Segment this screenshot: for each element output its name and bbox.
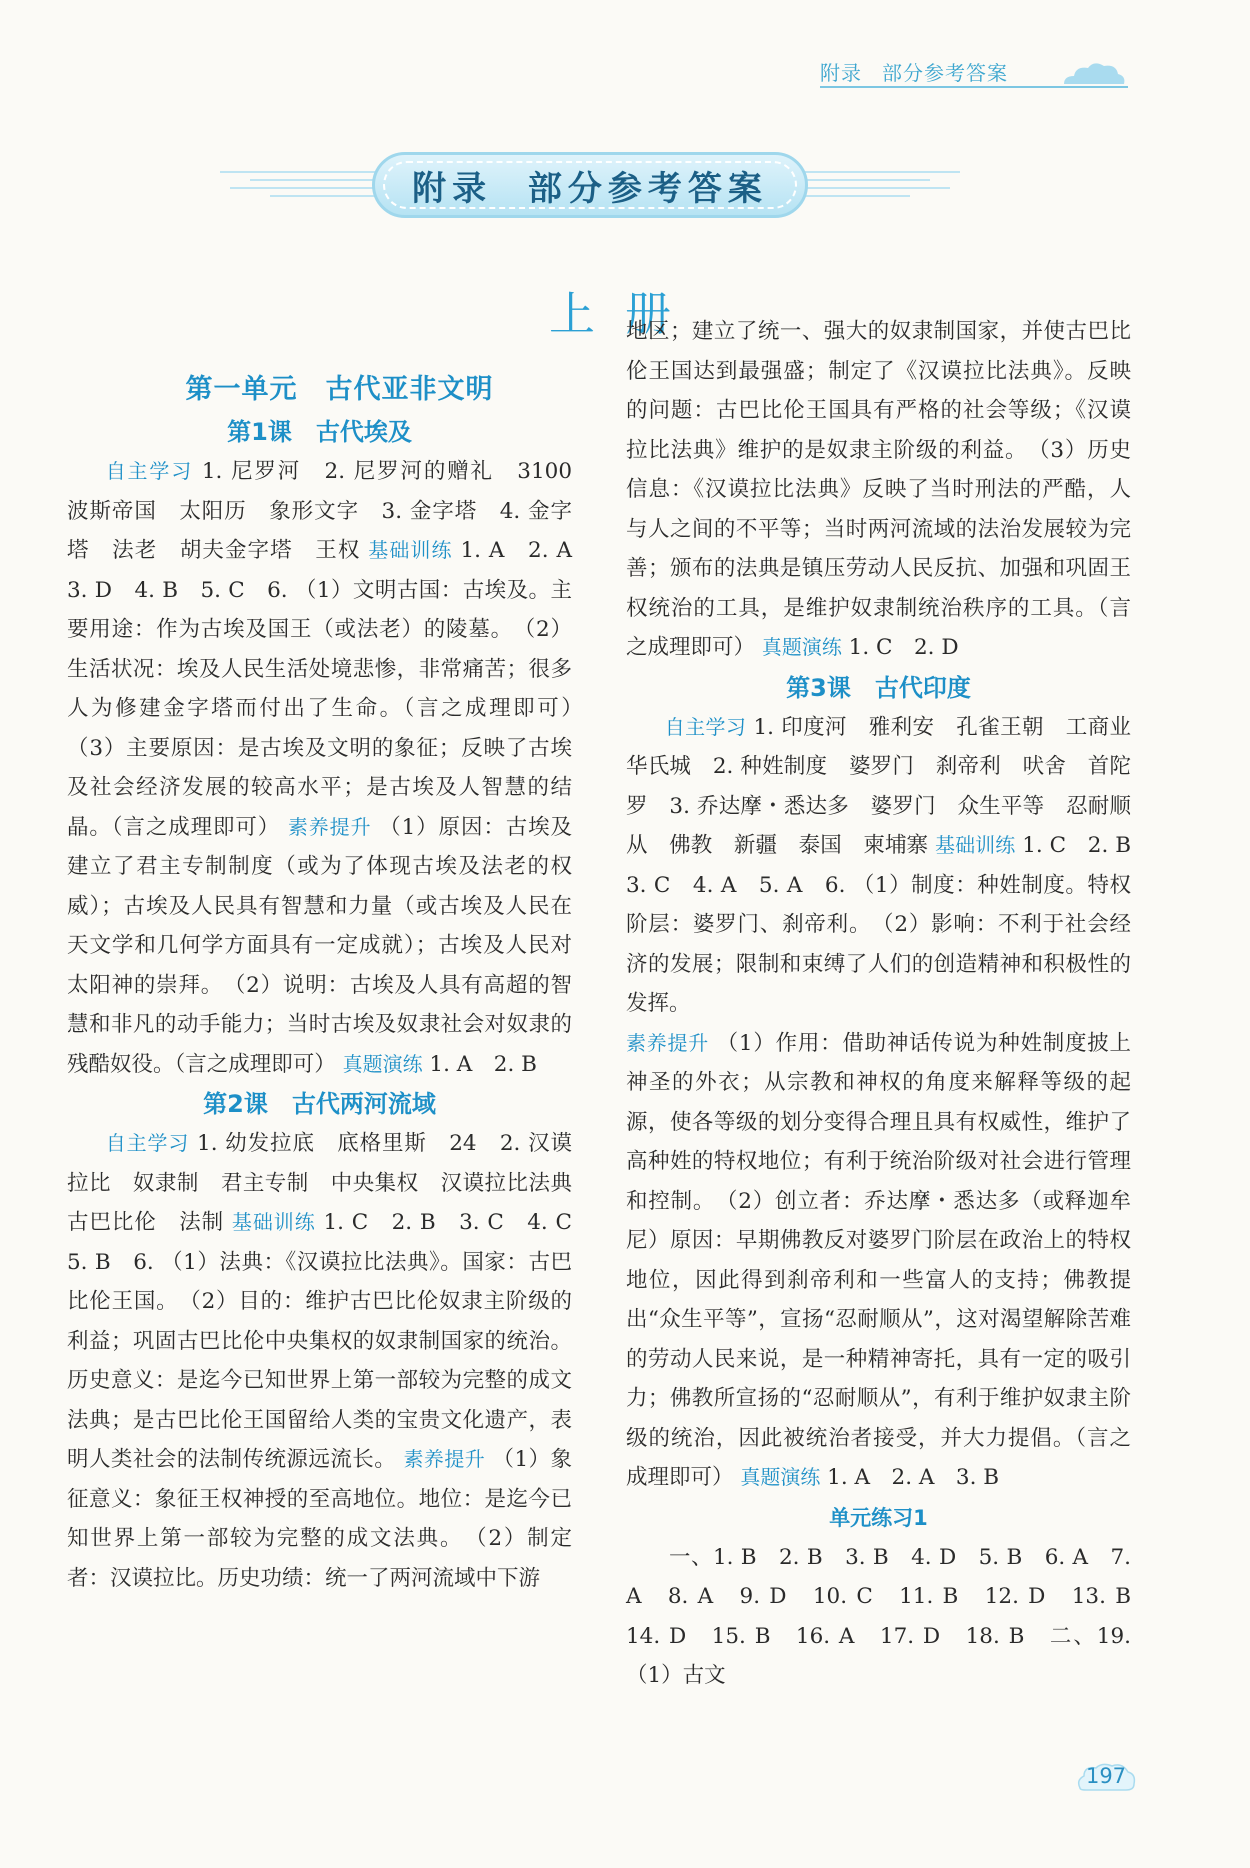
answer-text: 1. 尼罗河 2. 尼罗河的赠礼 3100 波斯帝国 太阳历 象形文字 3. 金字塔 4. 金字塔 法老 胡夫金字塔 王权: [67, 459, 594, 563]
answer-text: 1. C 2. D: [841, 635, 959, 660]
lesson-title: 第1课 古代埃及: [227, 418, 412, 446]
section-tag: 自主学习: [105, 1131, 190, 1155]
answer-text: 1. A 2. B: [422, 1051, 537, 1077]
cloud-icon: [1060, 58, 1128, 88]
header-rule: [820, 86, 1128, 88]
section-tag: 真题演练: [342, 1051, 423, 1076]
unit-exercise-title: 单元练习1: [829, 1505, 928, 1530]
volume-title: 上册: [549, 287, 701, 341]
lesson-answers: [626, 708, 1153, 1024]
lesson-answers: [626, 312, 1131, 668]
section-tag: 素养提升: [626, 1030, 710, 1055]
appendix-banner: [210, 148, 970, 222]
lesson-answers: [67, 1124, 594, 1598]
unit-title: 第一单元 古代亚非文明: [185, 374, 494, 405]
answer-text: （1）象征意义：象征王权神授的至高地位。地位：是迄今已知世界上第一部较为完整的成文法典。 （2）制定者：汉谟拉比。历史功绩：统一了两河流域中下游: [67, 1447, 573, 1591]
left-column: [67, 368, 594, 1598]
answer-text: 1. 幼发拉底 底格里斯 24 2. 汉谟拉比 奴隶制 君主专制 中央集权 汉谟拉比法典 古巴比伦 法制: [67, 1131, 594, 1235]
lesson-answers: [67, 452, 594, 1084]
unit-exercise-answers: 一、1. B 2. B 3. B 4. D 5. B 6. A 7. A 8. A 9. D 10. C 11. B 12. D 13. B 14. D 15. B 16. A 17. D 18. B 二、19. （1）古文: [626, 1544, 1153, 1688]
section-tag: 基础训练: [368, 538, 453, 562]
answer-text: （1）作用：借助神话传说为种姓制度披上神圣的外衣；从宗教和神权的角度来解释等级的起源，使各等级的划分变得合理且具有权威性，维护了高种姓的特权地位；有利于统治阶级对社会进行管理和控制。 （2）创立者：乔达摩・悉达多（或释迦牟尼）原因：早期佛教反对婆罗门阶层在政治上的特权地位，因此得到刹帝利和一些富人的支持；佛教提出“众生平等”，宣扬“忍耐顺从”，这对渴望解除苦难的劳动人民来说，是一种精神寄托，具有一定的吸引力；佛教所宣扬的“忍耐顺从”，有利于维护奴隶主阶级的统治，因此被统治者接受，并大力提倡。（言之成理即可）: [626, 1030, 1132, 1490]
lesson-title: 第2课 古代两河流域: [203, 1090, 436, 1118]
lesson-title: 第3课 古代印度: [786, 673, 971, 702]
answer-text: 地区；建立了统一、强大的奴隶制国家，并使古巴比伦王国达到最强盛；制定了《汉谟拉比法典》。反映的问题：古巴比伦王国具有严格的社会等级；《汉谟拉比法典》维护的是奴隶主阶级的利益。 （3）历史信息：《汉谟拉比法典》反映了当时刑法的严酷，人与人之间的不平等；当时两河流域的法治发展较为完善；颁布的法典是镇压劳动人民反抗、加强和巩固王权统治的工具，是维护奴隶制统治秩序的工具。（言之成理即可）: [626, 319, 1131, 660]
answer-text: 1. A 2. A 3. D 4. B 5. C 6. （1）文明古国：古埃及。主要用途：作为古埃及国王（或法老）的陵墓。 （2）生活状况：埃及人民生活处境悲惨，非常痛苦；很多人为修建金字塔而付出了生命。（言之成理即可） （3）主要原因：是古埃及文明的象征；反映了古埃及社会经济发展的较高水平；是古埃及人智慧的结晶。（言之成理即可）: [67, 538, 594, 840]
running-header-section: 附录: [820, 60, 862, 85]
right-column: [626, 312, 1153, 1696]
lesson-answers: [626, 1024, 1131, 1498]
section-tag: 自主学习: [105, 459, 194, 483]
section-tag: 基础训练: [935, 833, 1016, 857]
answer-text: 1. C 2. B 3. C 4. A 5. A 6. （1）制度：种姓制度。特权阶层：婆罗门、刹帝利。 （2）影响：不利于社会经济的发展；限制和束缚了人们的创造精神和积极性的发挥。: [626, 833, 1153, 1016]
answer-text: 1. C 2. B 3. C 4. C 5. B 6. （1）法典：《汉谟拉比法典》。国家：古巴比伦王国。 （2）目的：维护古巴比伦奴隶主阶级的利益；巩固古巴比伦中央集权的奴隶制国家的统治。历史意义：是迄今已知世界上第一部较为完整的成文法典；是古巴比伦王国留给人类的宝贵文化遗产，表明人类社会的法制传统源远流长。: [67, 1210, 594, 1472]
section-tag: 真题演练: [761, 635, 842, 659]
section-tag: 真题演练: [740, 1465, 821, 1489]
running-header-subtitle: 部分参考答案: [882, 60, 1008, 85]
section-tag: 素养提升: [287, 814, 372, 839]
section-tag: 自主学习: [664, 714, 747, 739]
answer-text: 1. 印度河 雅利安 孔雀王朝 工商业 华氏城 2. 种姓制度 婆罗门 刹帝利 吠舍 首陀罗 3. 乔达摩・悉达多 婆罗门 众生平等 忍耐顺从 佛教 新疆 泰国 柬埔寨: [626, 714, 1153, 858]
answer-text: 1. A 2. A 3. B: [820, 1465, 1000, 1490]
section-tag: 基础训练: [231, 1210, 316, 1234]
answer-text: （1）原因：古埃及建立了君主专制制度（或为了体现古埃及法老的权威）；古埃及人民具有智慧和力量（或古埃及人民在天文学和几何学方面具有一定成就）；古埃及人民对太阳神的崇拜。 （2）说明：古埃及人具有高超的智慧和非凡的动手能力；当时古埃及奴隶社会对奴隶的残酷奴役。（言之成理即可）: [67, 814, 573, 1077]
section-tag: 素养提升: [403, 1447, 486, 1471]
banner-title: 附录 部分参考答案: [412, 168, 768, 209]
page-number-badge: [1074, 1760, 1138, 1792]
page-number: 197: [1085, 1764, 1127, 1788]
banner-pill: [372, 152, 808, 218]
